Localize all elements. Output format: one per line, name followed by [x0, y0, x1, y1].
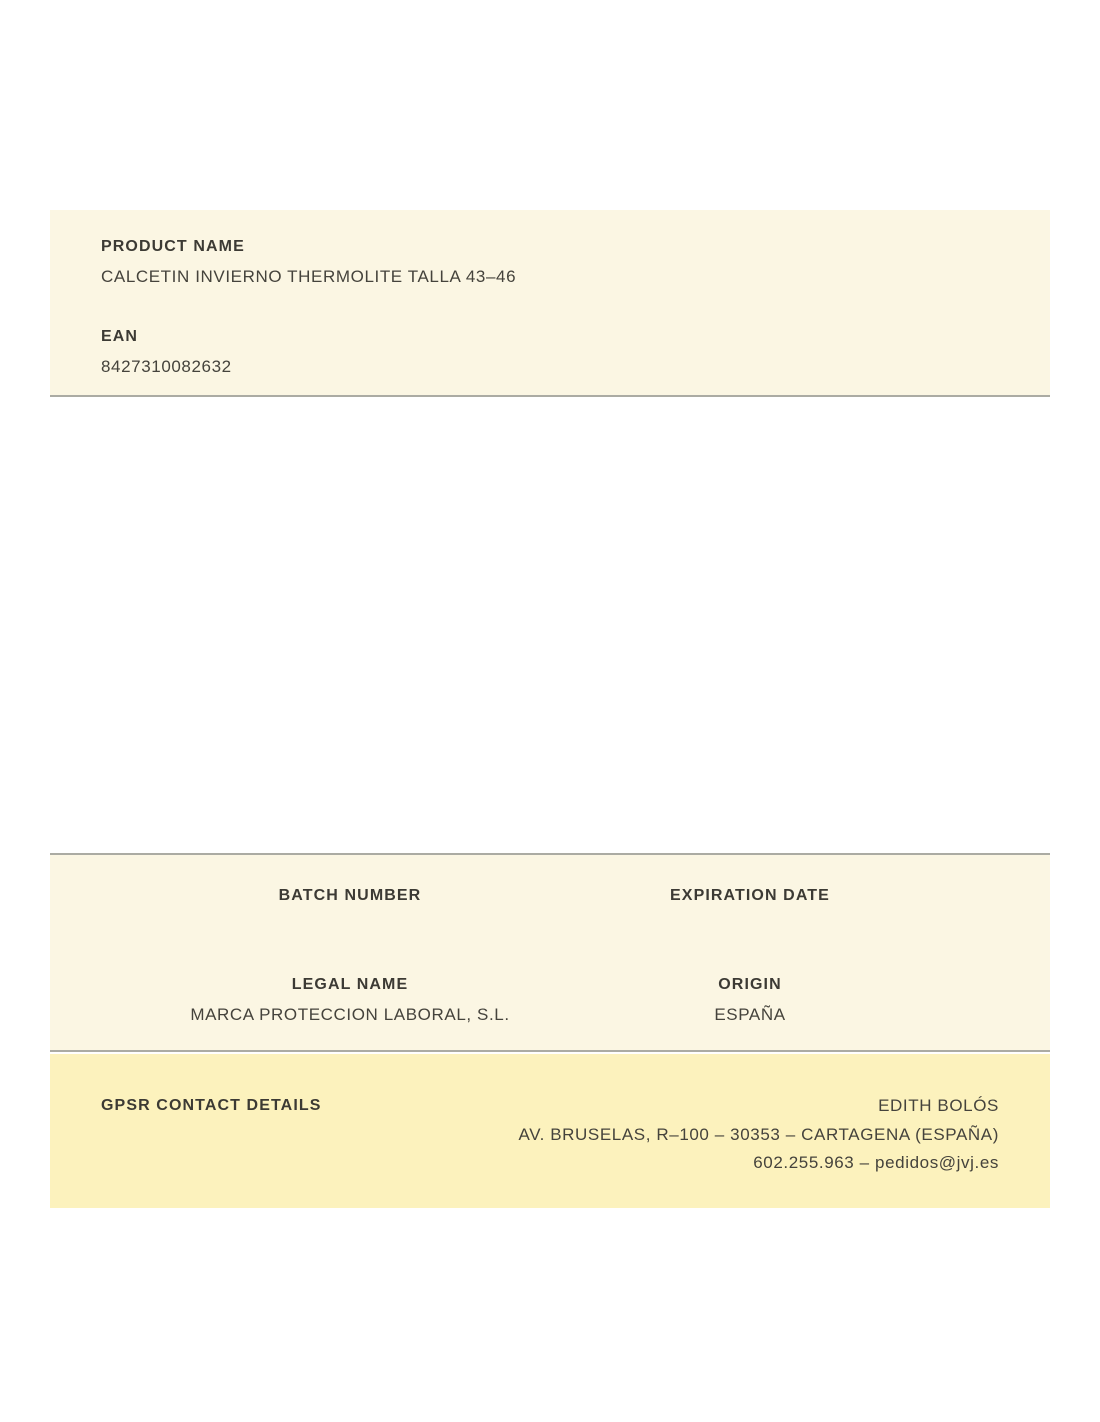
origin-label: ORIGIN: [718, 976, 782, 993]
origin-column: [550, 975, 950, 1026]
contact-address: AV. BRUSELAS, R–100 – 30353 – CARTAGENA (ESPAÑA): [518, 1124, 999, 1144]
batch-origin-section: [50, 853, 1050, 1052]
contact-phone-email: 602.255.963 – pedidos@jvj.es: [753, 1153, 999, 1172]
gpsr-contact-details-label: GPSR CONTACT DETAILS: [101, 1097, 322, 1114]
legal-name-column: [150, 975, 550, 1026]
product-name-label: PRODUCT NAME: [101, 238, 245, 255]
product-name-group: [101, 237, 999, 288]
legal-name-value: MARCA PROTECCION LABORAL, S.L.: [190, 1005, 510, 1024]
product-section: [50, 210, 1050, 397]
expiration-date-label: EXPIRATION DATE: [670, 887, 830, 904]
origin-value: ESPAÑA: [714, 1005, 786, 1024]
ean-value: 8427310082632: [101, 357, 232, 376]
expiration-date-column: [550, 886, 950, 906]
gpsr-contact-section: [50, 1054, 1050, 1208]
ean-group: [101, 327, 999, 378]
batch-number-label: BATCH NUMBER: [278, 887, 422, 904]
contact-name: EDITH BOLÓS: [878, 1096, 999, 1115]
gpsr-contact-block: [519, 1092, 999, 1178]
batch-number-column: [150, 886, 550, 906]
product-name-value: CALCETIN INVIERNO THERMOLITE TALLA 43–46: [101, 267, 517, 286]
batch-expiration-row: [150, 886, 950, 906]
legal-name-label: LEGAL NAME: [291, 976, 409, 993]
legal-origin-row: [150, 975, 950, 1026]
ean-label: EAN: [101, 328, 139, 345]
